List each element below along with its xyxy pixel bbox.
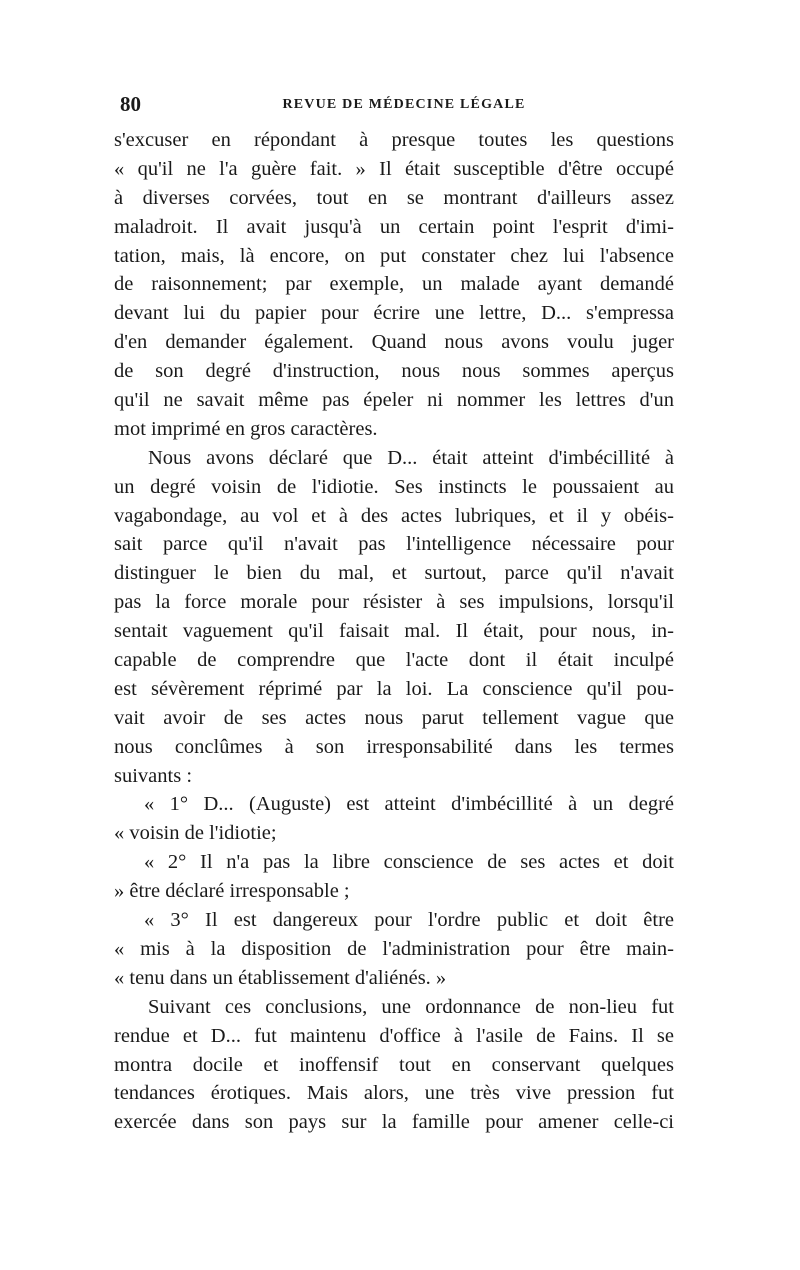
text-line: montra docile et inoffensif tout en conservant quelques (114, 1053, 674, 1076)
text-line: est sévèrement réprimé par la loi. La conscience qu'il pou- (114, 677, 674, 700)
running-title: REVUE DE MÉDECINE LÉGALE (282, 97, 526, 112)
text-line: mot imprimé en gros caractères. (114, 417, 378, 440)
verdict-line: « 3° Il est dangereux pour l'ordre public et doit être (144, 909, 674, 932)
verdict-line: « tenu dans un établissement d'aliénés. » (114, 966, 447, 989)
text-line: un degré voisin de l'idiotie. Ses instincts le poussaient au (114, 475, 674, 498)
text-line: pas la force morale pour résister à ses impulsions, lorsqu'il (114, 591, 674, 614)
text-line: capable de comprendre que l'acte dont il était inculpé (114, 649, 674, 672)
text-line: maladroit. Il avait jusqu'à un certain point l'esprit d'imi- (114, 215, 674, 238)
text-line: « qu'il ne l'a guère fait. » Il était susceptible d'être occupé (114, 157, 674, 180)
text-line: sait parce qu'il n'avait pas l'intelligence nécessaire pour (114, 533, 674, 556)
text-line: sentait vaguement qu'il faisait mal. Il était, pour nous, in- (114, 620, 674, 643)
text-line: tendances érotiques. Mais alors, une très vive pression fut (114, 1082, 674, 1105)
text-line: exercée dans son pays sur la famille pour amener celle-ci (114, 1111, 674, 1134)
verdict-line: « mis à la disposition de l'administration pour être main- (114, 937, 674, 960)
paragraph-start-line: Suivant ces conclusions, une ordonnance de non-lieu fut (148, 995, 674, 1018)
text-line: d'en demander également. Quand nous avons voulu juger (114, 331, 674, 354)
verdict-line: « voisin de l'idiotie; (114, 822, 277, 845)
verdict-line: » être déclaré irresponsable ; (114, 880, 350, 903)
text-line: rendue et D... fut maintenu d'office à l'asile de Fains. Il se (114, 1024, 674, 1047)
page-header (114, 92, 674, 116)
page-number: 80 (120, 92, 141, 116)
body-text (114, 126, 674, 1137)
text-line: qu'il ne savait même pas épeler ni nommer les lettres d'un (114, 389, 674, 412)
verdict-line: « 2° Il n'a pas la libre conscience de ses actes et doit (144, 851, 674, 874)
text-line: à diverses corvées, tout en se montrant d'ailleurs assez (114, 186, 674, 209)
text-line: tation, mais, là encore, on put constater chez lui l'absence (114, 244, 674, 267)
text-line: suivants : (114, 764, 193, 787)
text-line: de raisonnement; par exemple, un malade ayant demandé (114, 273, 674, 296)
text-line: vait avoir de ses actes nous parut tellement vague que (114, 706, 674, 729)
text-line: nous conclûmes à son irresponsabilité dans les termes (114, 735, 674, 758)
paragraph-start-line: Nous avons déclaré que D... était atteint d'imbécillité à (148, 446, 674, 469)
text-line: distinguer le bien du mal, et surtout, parce qu'il n'avait (114, 562, 674, 585)
text-line: de son degré d'instruction, nous nous sommes aperçus (114, 360, 674, 383)
text-line: vagabondage, au vol et à des actes lubriques, et il y obéis- (114, 504, 674, 527)
text-line: devant lui du papier pour écrire une lettre, D... s'empressa (114, 302, 674, 325)
verdict-line: « 1° D... (Auguste) est atteint d'imbécillité à un degré (144, 793, 674, 816)
text-line: s'excuser en répondant à presque toutes les questions (114, 129, 674, 151)
